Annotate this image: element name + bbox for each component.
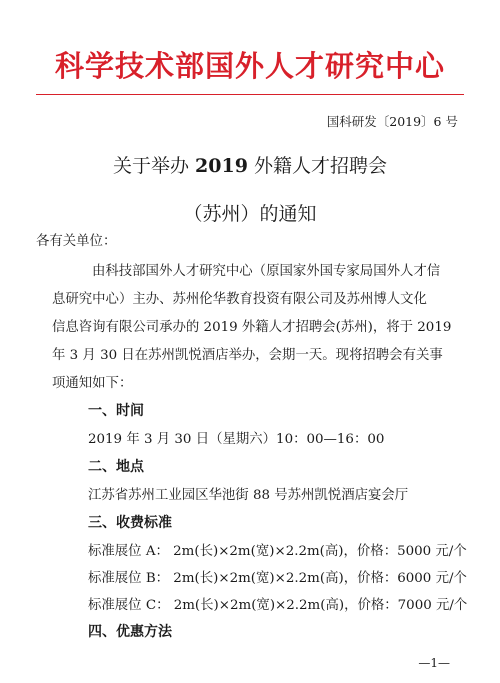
notice-title-line-2: （苏州）的通知 [183, 203, 317, 225]
fee-line-b: 标准展位 B： 2m(长)×2m(宽)×2.2m(高)，价格：6000 元/个 [88, 571, 467, 586]
section-heading-discount: 四、优惠方法 [88, 624, 172, 640]
body-line: 年 3 月 30 日在苏州凯悦酒店举办，会期一天。现将招聘会有关事 [52, 348, 443, 363]
title-suffix: 外籍人才招聘会 [247, 155, 387, 177]
body-line: 息研究中心）主办、苏州伦华教育投资有限公司及苏州博人文化 [52, 292, 427, 307]
body-line: 项通知如下： [52, 376, 133, 391]
body-line: 信息咨询有限公司承办的 2019 外籍人才招聘会(苏州)，将于 2019 [52, 320, 452, 335]
title-prefix: 关于举办 [113, 155, 196, 177]
org-letterhead-title: 科学技术部国外人才研究中心 [54, 49, 445, 83]
body-line: 由科技部国外人才研究中心（原国家外国专家局国外人才信 [92, 264, 441, 279]
fee-line-a: 标准展位 A： 2m(长)×2m(宽)×2.2m(高)，价格：5000 元/个 [88, 544, 467, 559]
letterhead-red-rule [36, 94, 464, 95]
section-heading-fees: 三、收费标准 [88, 515, 172, 531]
fee-line-c: 标准展位 C： 2m(长)×2m(宽)×2.2m(高)，价格：7000 元/个 [88, 598, 468, 613]
time-value: 2019 年 3 月 30 日（星期六）10：00—16：00 [88, 432, 385, 447]
notice-title-line-1 [0, 151, 500, 178]
place-value: 江苏省苏州工业园区华池街 88 号苏州凯悦酒店宴会厅 [88, 488, 409, 503]
title-year: 2019 [195, 155, 248, 177]
document-number: 国科研发〔2019〕6 号 [326, 114, 458, 129]
recipient-line: 各有关单位： [36, 234, 117, 249]
page-number: —1— [418, 656, 450, 670]
section-heading-place: 二、地点 [88, 459, 144, 475]
section-heading-time: 一、时间 [88, 403, 144, 419]
